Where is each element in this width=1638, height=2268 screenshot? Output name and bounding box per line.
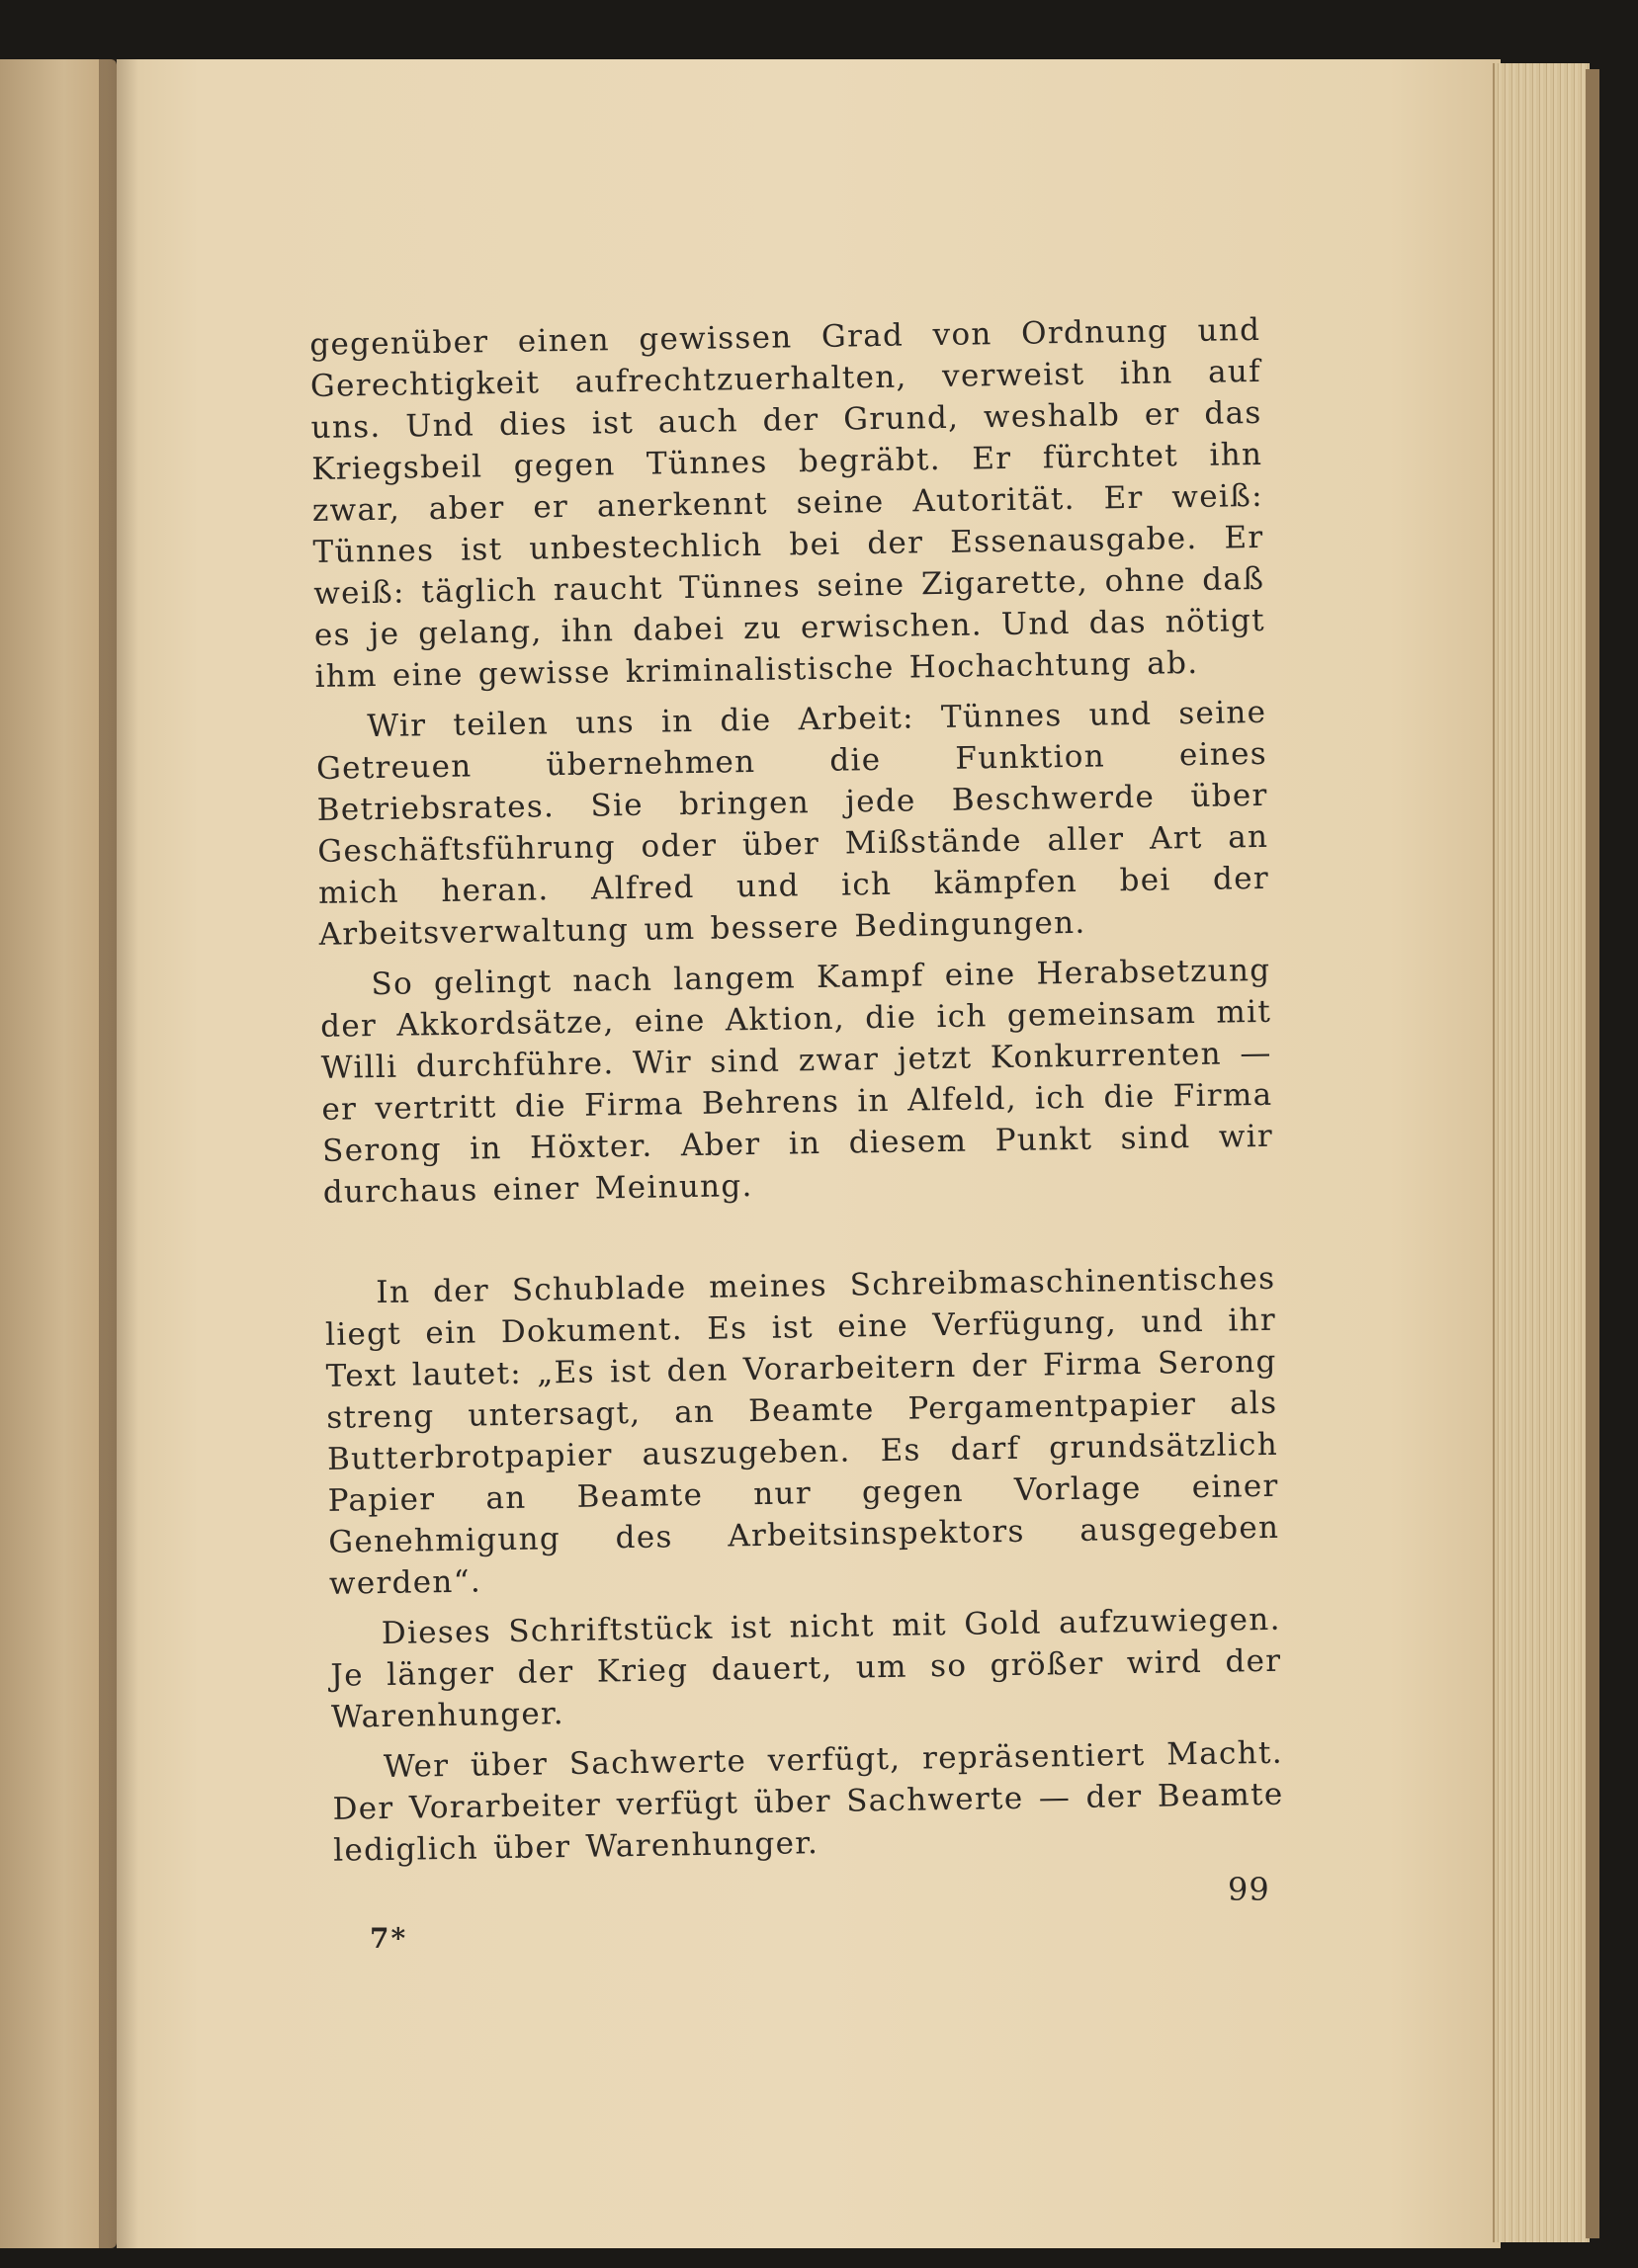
paragraph-4: In der Schublade meines Schreibmaschinentisches liegt ein Dokument. Es ist eine Verfügung, und ihr Text lautet: „Es ist den Vorarbeitern der Firma Serong streng untersagt, an Beamte Pergamentpapier als Butterbrotpapier auszugeben. Es darf grundsätzlich Papier an Beamte nur gegen Vorlage einer Genehmigung des Arbeitsinspektors ausgegeben werden“.: [324, 1260, 1280, 1602]
page-number: 99: [1228, 1871, 1270, 1908]
gutter-shadow: [99, 59, 138, 2248]
page-stack-edges: [1493, 63, 1590, 2242]
book-cover-edge: [1586, 69, 1599, 2238]
paragraph-1: gegenüber einen gewissen Grad von Ordnung und Gerechtigkeit aufrechtzuerhalten, verweist ihn auf uns. Und dies ist auch der Grund, weshalb er das Kriegsbeil gegen Tünnes begräbt. Er fürchtet ihn zwar, aber er anerkennt seine Autorität. Er weiß: Tünnes ist unbestechlich bei der Essenausgabe. Er weiß: täglich raucht Tünnes seine Zigarette, ohne daß es je gelang, ihn dabei zu erwischen. Und das nötigt ihm eine gewisse kriminalistische Hochachtung ab.: [309, 311, 1266, 695]
paragraph-3: So gelingt nach langem Kampf eine Herabsetzung der Akkordsätze, eine Aktion, die ich gemeinsam mit Willi durchführe. Wir sind zwar jetzt Konkurrenten — er vertritt die Firma Behrens in Alfeld, ich die Firma Serong in Höxter. Aber in diesem Punkt sind wir durchaus einer Meinung.: [319, 952, 1274, 1211]
paragraph-2: Wir teilen uns in die Arbeit: Tünnes und seine Getreuen übernehmen die Funktion eines Betriebsrates. Sie bringen jede Beschwerde über Geschäftsführung oder über Mißstände aller Art an mich heran. Alfred und ich kämpfen bei der Arbeitsverwaltung um bessere Bedingungen.: [315, 694, 1270, 953]
paragraph-5: Dieses Schriftstück ist nicht mit Gold aufzuwiegen. Je länger der Krieg dauert, um so größer wird der Warenhunger.: [330, 1601, 1282, 1735]
paragraph-6: Wer über Sachwerte verfügt, repräsentiert Macht. Der Vorarbeiter verfügt über Sachwerte — der Beamte lediglich über Warenhunger.: [332, 1734, 1284, 1869]
body-text: [309, 309, 1284, 1872]
signature-mark: 7*: [370, 1922, 408, 1955]
